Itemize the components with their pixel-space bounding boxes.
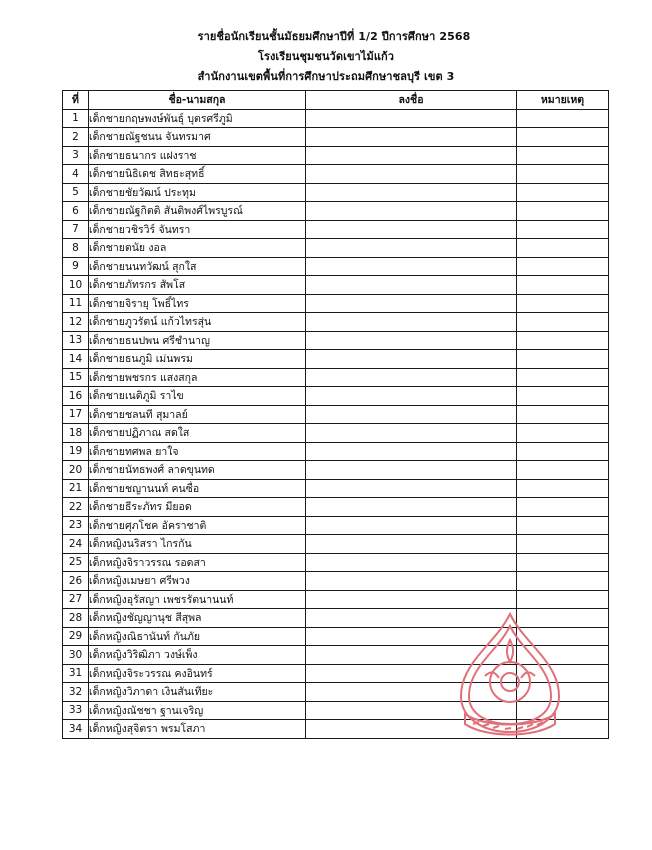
remark-cell xyxy=(517,294,609,313)
table-row xyxy=(63,516,609,535)
remark-cell xyxy=(517,276,609,295)
row-number-cell: 14 xyxy=(63,350,89,369)
signature-cell xyxy=(306,368,517,387)
table-row xyxy=(63,535,609,554)
student-roster-table xyxy=(62,90,609,739)
student-name-cell: เด็กชายทศพล ยาใจ xyxy=(89,442,306,461)
row-number-cell: 10 xyxy=(63,276,89,295)
row-number-cell: 2 xyxy=(63,128,89,147)
student-name-cell: เด็กหญิงจิระวรรณ คงอินทร์ xyxy=(89,664,306,683)
table-row xyxy=(63,701,609,720)
signature-cell xyxy=(306,664,517,683)
remark-cell xyxy=(517,590,609,609)
signature-cell xyxy=(306,572,517,591)
table-row xyxy=(63,257,609,276)
signature-cell xyxy=(306,535,517,554)
table-row xyxy=(63,664,609,683)
student-name-cell: เด็กหญิงวิริฒิภา วงษ์เพ็ง xyxy=(89,646,306,665)
table-row xyxy=(63,220,609,239)
column-header-remark: หมายเหตุ xyxy=(517,91,609,110)
remark-cell xyxy=(517,331,609,350)
row-number-cell: 4 xyxy=(63,165,89,184)
student-name-cell: เด็กชายปฏิภาณ สดใส xyxy=(89,424,306,443)
remark-cell xyxy=(517,128,609,147)
signature-cell xyxy=(306,461,517,480)
signature-cell xyxy=(306,479,517,498)
table-row xyxy=(63,553,609,572)
table-row xyxy=(63,405,609,424)
student-name-cell: เด็กชายธนากร แฝงราช xyxy=(89,146,306,165)
student-name-cell: เด็กชายนิธิเดช สิทธะสุทธิ์ xyxy=(89,165,306,184)
table-row xyxy=(63,424,609,443)
table-row xyxy=(63,146,609,165)
table-header-row xyxy=(63,91,609,110)
row-number-cell: 16 xyxy=(63,387,89,406)
table-row xyxy=(63,331,609,350)
table-row xyxy=(63,313,609,332)
title-line-class: รายชื่อนักเรียนชั้นมัธยมศึกษาปีที่ 1/2 ปีการศึกษา 2568 xyxy=(197,30,471,43)
remark-cell xyxy=(517,257,609,276)
row-number-cell: 17 xyxy=(63,405,89,424)
student-name-cell: เด็กชายนัทธพงศ์ ลาดขุนทด xyxy=(89,461,306,480)
signature-cell xyxy=(306,683,517,702)
remark-cell xyxy=(517,720,609,739)
row-number-cell: 8 xyxy=(63,239,89,258)
signature-cell xyxy=(306,257,517,276)
signature-cell xyxy=(306,627,517,646)
row-number-cell: 26 xyxy=(63,572,89,591)
column-header-name: ชื่อ-นามสกุล xyxy=(89,91,306,110)
remark-cell xyxy=(517,701,609,720)
remark-cell xyxy=(517,368,609,387)
table-row xyxy=(63,165,609,184)
table-row xyxy=(63,350,609,369)
table-row xyxy=(63,683,609,702)
student-name-cell: เด็กชายธีระภัทร มียอด xyxy=(89,498,306,517)
signature-cell xyxy=(306,294,517,313)
signature-cell xyxy=(306,442,517,461)
signature-cell xyxy=(306,646,517,665)
remark-cell xyxy=(517,109,609,128)
signature-cell xyxy=(306,183,517,202)
signature-cell xyxy=(306,165,517,184)
student-name-cell: เด็กหญิงจิราวรรณ รอดสา xyxy=(89,553,306,572)
row-number-cell: 20 xyxy=(63,461,89,480)
remark-cell xyxy=(517,239,609,258)
table-row xyxy=(63,720,609,739)
student-name-cell: เด็กชายชญานนท์ คนซื่อ xyxy=(89,479,306,498)
table-row xyxy=(63,368,609,387)
title-line-school: โรงเรียนชุมชนวัดเขาไม้แก้ว xyxy=(257,50,395,63)
student-name-cell: เด็กชายนนทวัฒน์ สุกใส xyxy=(89,257,306,276)
student-name-cell: เด็กชายณัฐกิตติ สันติพงศ์ไพรบูรณ์ xyxy=(89,202,306,221)
remark-cell xyxy=(517,350,609,369)
remark-cell xyxy=(517,572,609,591)
remark-cell xyxy=(517,498,609,517)
row-number-cell: 11 xyxy=(63,294,89,313)
student-name-cell: เด็กชายวชิรวิร์ จันทรา xyxy=(89,220,306,239)
student-name-cell: เด็กหญิงณัชชา ฐานเจริญ xyxy=(89,701,306,720)
signature-cell xyxy=(306,331,517,350)
student-name-cell: เด็กชายเนติภูมิ ราไข xyxy=(89,387,306,406)
student-name-cell: เด็กชายจิรายุ โพธิ์ไทร xyxy=(89,294,306,313)
signature-cell xyxy=(306,405,517,424)
signature-cell xyxy=(306,239,517,258)
row-number-cell: 29 xyxy=(63,627,89,646)
table-row xyxy=(63,461,609,480)
table-row xyxy=(63,294,609,313)
student-name-cell: เด็กชายภูวรัตน์ แก้วไทรสุ่น xyxy=(89,313,306,332)
signature-cell xyxy=(306,350,517,369)
signature-cell xyxy=(306,516,517,535)
remark-cell xyxy=(517,664,609,683)
table-row xyxy=(63,572,609,591)
row-number-cell: 25 xyxy=(63,553,89,572)
remark-cell xyxy=(517,479,609,498)
student-name-cell: เด็กชายศุภโชค อัคราชาติ xyxy=(89,516,306,535)
signature-cell xyxy=(306,276,517,295)
table-row xyxy=(63,627,609,646)
student-name-cell: เด็กหญิงชัญญานุช สีสุพล xyxy=(89,609,306,628)
student-name-cell: เด็กหญิงณิธานันท์ กันภัย xyxy=(89,627,306,646)
remark-cell xyxy=(517,405,609,424)
student-name-cell: เด็กชายภัทรกร สัพโส xyxy=(89,276,306,295)
title-line-office: สำนักงานเขตพื้นที่การศึกษาประถมศึกษาชลบุรี เขต 3 xyxy=(197,70,455,83)
row-number-cell: 28 xyxy=(63,609,89,628)
signature-cell xyxy=(306,202,517,221)
table-row xyxy=(63,609,609,628)
column-header-signature: ลงชื่อ xyxy=(306,91,517,110)
signature-cell xyxy=(306,553,517,572)
student-name-cell: เด็กชายธนปพน ศรีชำนาญ xyxy=(89,331,306,350)
table-row xyxy=(63,387,609,406)
remark-cell xyxy=(517,183,609,202)
signature-cell xyxy=(306,609,517,628)
row-number-cell: 30 xyxy=(63,646,89,665)
signature-cell xyxy=(306,313,517,332)
row-number-cell: 27 xyxy=(63,590,89,609)
student-name-cell: เด็กหญิงเมษยา ศรีพวง xyxy=(89,572,306,591)
row-number-cell: 6 xyxy=(63,202,89,221)
table-row xyxy=(63,109,609,128)
table-row xyxy=(63,276,609,295)
remark-cell xyxy=(517,387,609,406)
signature-cell xyxy=(306,701,517,720)
row-number-cell: 34 xyxy=(63,720,89,739)
signature-cell xyxy=(306,424,517,443)
signature-cell xyxy=(306,387,517,406)
table-row xyxy=(63,442,609,461)
row-number-cell: 5 xyxy=(63,183,89,202)
remark-cell xyxy=(517,202,609,221)
signature-cell xyxy=(306,146,517,165)
remark-cell xyxy=(517,553,609,572)
signature-cell xyxy=(306,128,517,147)
document-header xyxy=(0,27,652,87)
table-row xyxy=(63,590,609,609)
table-body xyxy=(63,109,609,738)
row-number-cell: 12 xyxy=(63,313,89,332)
student-name-cell: เด็กหญิงวิภาดา เงินสันเทียะ xyxy=(89,683,306,702)
table-row xyxy=(63,239,609,258)
row-number-cell: 21 xyxy=(63,479,89,498)
remark-cell xyxy=(517,442,609,461)
remark-cell xyxy=(517,313,609,332)
table-row xyxy=(63,646,609,665)
signature-cell xyxy=(306,720,517,739)
remark-cell xyxy=(517,683,609,702)
remark-cell xyxy=(517,424,609,443)
remark-cell xyxy=(517,609,609,628)
remark-cell xyxy=(517,627,609,646)
row-number-cell: 1 xyxy=(63,109,89,128)
remark-cell xyxy=(517,516,609,535)
remark-cell xyxy=(517,461,609,480)
student-name-cell: เด็กหญิงสุจิตรา พรมโสภา xyxy=(89,720,306,739)
student-name-cell: เด็กชายธนภูมิ เม่นพรม xyxy=(89,350,306,369)
row-number-cell: 15 xyxy=(63,368,89,387)
remark-cell xyxy=(517,535,609,554)
row-number-cell: 32 xyxy=(63,683,89,702)
row-number-cell: 31 xyxy=(63,664,89,683)
row-number-cell: 9 xyxy=(63,257,89,276)
row-number-cell: 24 xyxy=(63,535,89,554)
student-name-cell: เด็กหญิงอุรัสญา เพชรรัตนานนท์ xyxy=(89,590,306,609)
student-name-cell: เด็กหญิงนริสรา ไกรกัน xyxy=(89,535,306,554)
remark-cell xyxy=(517,165,609,184)
remark-cell xyxy=(517,220,609,239)
remark-cell xyxy=(517,646,609,665)
remark-cell xyxy=(517,146,609,165)
column-header-number: ที่ xyxy=(63,91,89,110)
student-name-cell: เด็กชายพชรกร แสงสกุล xyxy=(89,368,306,387)
student-name-cell: เด็กชายกฤษพงษ์พันธุ์ บุตรศรีภูมิ xyxy=(89,109,306,128)
row-number-cell: 13 xyxy=(63,331,89,350)
signature-cell xyxy=(306,590,517,609)
table-row xyxy=(63,183,609,202)
row-number-cell: 33 xyxy=(63,701,89,720)
student-name-cell: เด็กชายณัฐชนน จันทรมาศ xyxy=(89,128,306,147)
signature-cell xyxy=(306,109,517,128)
signature-cell xyxy=(306,498,517,517)
row-number-cell: 18 xyxy=(63,424,89,443)
student-name-cell: เด็กชายชลนที สุมาลย์ xyxy=(89,405,306,424)
row-number-cell: 19 xyxy=(63,442,89,461)
student-name-cell: เด็กชายชัยวัฒน์ ประทุม xyxy=(89,183,306,202)
table-row xyxy=(63,202,609,221)
row-number-cell: 22 xyxy=(63,498,89,517)
table-row xyxy=(63,479,609,498)
row-number-cell: 3 xyxy=(63,146,89,165)
table-row xyxy=(63,498,609,517)
student-name-cell: เด็กชายตนัย งอล xyxy=(89,239,306,258)
signature-cell xyxy=(306,220,517,239)
table-row xyxy=(63,128,609,147)
row-number-cell: 7 xyxy=(63,220,89,239)
row-number-cell: 23 xyxy=(63,516,89,535)
